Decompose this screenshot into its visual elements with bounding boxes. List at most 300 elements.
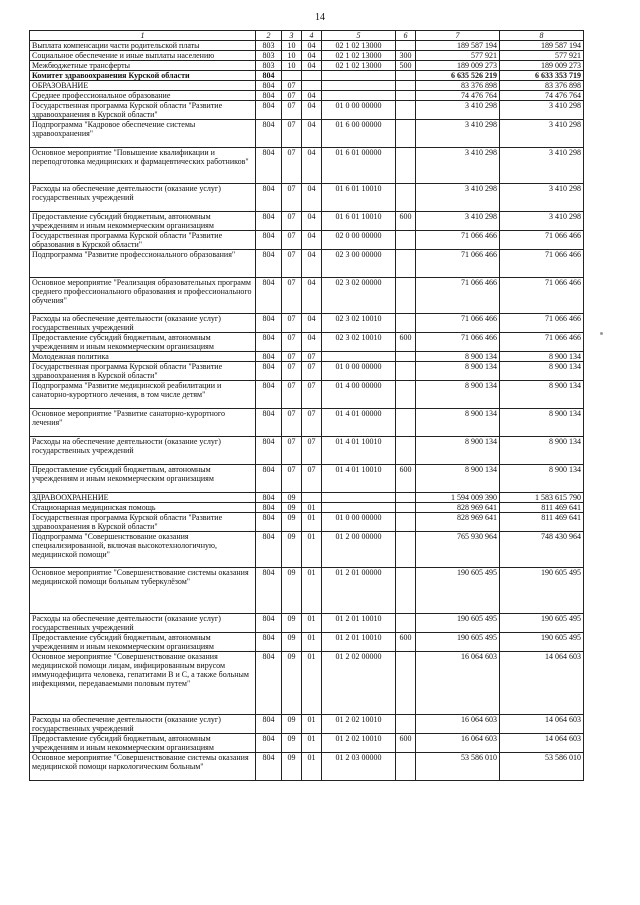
row-ved: 804 (256, 333, 282, 352)
row-vr: 500 (396, 61, 416, 71)
table-row (30, 513, 584, 532)
row-csr: 02 0 00 00000 (322, 231, 396, 250)
row-vr (396, 278, 416, 314)
row-rz: 09 (282, 503, 302, 513)
row-sum1: 190 605 495 (416, 568, 500, 614)
row-sum1: 71 066 466 (416, 314, 500, 333)
row-sum2: 8 900 134 (500, 465, 584, 493)
row-name: Подпрограмма "Развитие медицинской реабилитации и санаторно-курортного лечения, в том числе детям" (30, 381, 256, 409)
row-vr (396, 314, 416, 333)
row-name: Предоставление субсидий бюджетным, автономным учреждениям и иным некоммерческим организациям (30, 333, 256, 352)
row-name: Расходы на обеспечение деятельности (оказание услуг) государственных учреждений (30, 437, 256, 465)
row-csr: 01 2 01 10010 (322, 614, 396, 633)
row-sum1: 189 009 273 (416, 61, 500, 71)
row-csr: 01 0 00 00000 (322, 362, 396, 381)
row-sum1: 190 605 495 (416, 614, 500, 633)
row-vr (396, 568, 416, 614)
row-sum1: 189 587 194 (416, 41, 500, 51)
column-header: 3 (282, 31, 302, 41)
row-name: Основное мероприятие "Совершенствование системы оказания медицинской помощи больным туберкулёзом" (30, 568, 256, 614)
budget-table (29, 30, 584, 781)
table-row (30, 148, 584, 184)
row-sum1: 8 900 134 (416, 381, 500, 409)
table-row (30, 81, 584, 91)
row-sum1: 71 066 466 (416, 333, 500, 352)
table-row (30, 734, 584, 753)
row-pr: 01 (302, 614, 322, 633)
row-ved: 804 (256, 250, 282, 278)
row-csr (322, 493, 396, 503)
row-ved: 804 (256, 513, 282, 532)
row-vr (396, 91, 416, 101)
row-name: Основное мероприятие "Реализация образовательных программ среднего профессионального образования и профессионального обучения" (30, 278, 256, 314)
row-ved: 804 (256, 614, 282, 633)
row-csr: 02 3 02 10010 (322, 333, 396, 352)
row-pr: 07 (302, 362, 322, 381)
row-sum2: 74 476 764 (500, 91, 584, 101)
row-vr (396, 231, 416, 250)
row-sum1: 3 410 298 (416, 101, 500, 120)
table-row (30, 503, 584, 513)
scan-speck (600, 332, 603, 335)
row-ved: 804 (256, 184, 282, 212)
row-rz: 07 (282, 148, 302, 184)
row-rz: 09 (282, 753, 302, 781)
row-rz: 07 (282, 91, 302, 101)
column-header: 7 (416, 31, 500, 41)
row-csr: 02 1 02 13000 (322, 51, 396, 61)
row-pr: 01 (302, 652, 322, 715)
row-name: Предоставление субсидий бюджетным, автономным учреждениям и иным некоммерческим организациям (30, 633, 256, 652)
row-name: Подпрограмма "Развитие профессионального образования" (30, 250, 256, 278)
row-sum2: 53 586 010 (500, 753, 584, 781)
row-ved: 804 (256, 753, 282, 781)
row-name: Межбюджетные трансферты (30, 61, 256, 71)
row-rz: 07 (282, 362, 302, 381)
row-name: Основное мероприятие "Совершенствование оказания медицинской помощи лицам, инфицированным вирусом иммунодефицита человека, гепатитами В и С, а также больным инфекциями, передаваемыми половым путем" (30, 652, 256, 715)
row-pr: 01 (302, 753, 322, 781)
row-ved: 804 (256, 381, 282, 409)
row-sum2: 577 921 (500, 51, 584, 61)
row-vr (396, 81, 416, 91)
row-name: ЗДРАВООХРАНЕНИЕ (30, 493, 256, 503)
row-name: Комитет здравоохранения Курской области (30, 71, 256, 81)
row-name: Государственная программа Курской области "Развитие здравоохранения в Курской области" (30, 362, 256, 381)
row-sum2: 811 469 641 (500, 503, 584, 513)
row-rz: 07 (282, 231, 302, 250)
row-csr: 01 0 00 00000 (322, 101, 396, 120)
row-name: Предоставление субсидий бюджетным, автономным учреждениям и иным некоммерческим организациям (30, 212, 256, 231)
row-name: Расходы на обеспечение деятельности (оказание услуг) государственных учреждений (30, 314, 256, 333)
row-pr: 04 (302, 314, 322, 333)
row-csr: 01 2 02 10010 (322, 734, 396, 753)
row-vr (396, 437, 416, 465)
row-pr: 04 (302, 184, 322, 212)
row-vr: 600 (396, 333, 416, 352)
row-pr (302, 493, 322, 503)
row-sum1: 16 064 603 (416, 715, 500, 734)
column-header: 5 (322, 31, 396, 41)
row-csr: 01 4 01 10010 (322, 437, 396, 465)
table-row (30, 333, 584, 352)
table-row (30, 212, 584, 231)
row-vr (396, 148, 416, 184)
row-name: Государственная программа Курской области "Развитие здравоохранения в Курской области" (30, 513, 256, 532)
row-vr (396, 362, 416, 381)
row-sum2: 1 583 615 790 (500, 493, 584, 503)
row-sum2: 83 376 898 (500, 81, 584, 91)
table-row (30, 91, 584, 101)
row-ved: 804 (256, 231, 282, 250)
row-rz: 07 (282, 101, 302, 120)
row-sum2: 3 410 298 (500, 184, 584, 212)
row-ved: 804 (256, 493, 282, 503)
row-vr (396, 120, 416, 148)
row-name: Подпрограмма "Совершенствование оказания специализированной, включая высокотехнологичную, медицинской помощи" (30, 532, 256, 568)
row-name: Основное мероприятие "Совершенствование системы оказания медицинской помощи наркологическим больным" (30, 753, 256, 781)
row-vr: 600 (396, 734, 416, 753)
row-vr (396, 513, 416, 532)
row-ved: 804 (256, 652, 282, 715)
row-ved: 804 (256, 71, 282, 81)
row-name: Молодежная политика (30, 352, 256, 362)
table-row (30, 41, 584, 51)
row-rz: 07 (282, 81, 302, 91)
row-sum2: 811 469 641 (500, 513, 584, 532)
row-pr: 07 (302, 381, 322, 409)
row-rz: 07 (282, 120, 302, 148)
row-pr (302, 81, 322, 91)
row-pr: 04 (302, 61, 322, 71)
table-row (30, 493, 584, 503)
row-name: Среднее профессиональное образование (30, 91, 256, 101)
row-sum2: 189 009 273 (500, 61, 584, 71)
row-pr: 07 (302, 409, 322, 437)
row-sum1: 71 066 466 (416, 250, 500, 278)
row-pr: 01 (302, 715, 322, 734)
row-pr: 07 (302, 465, 322, 493)
row-rz: 07 (282, 409, 302, 437)
row-sum1: 828 969 641 (416, 503, 500, 513)
row-sum2: 8 900 134 (500, 437, 584, 465)
row-sum2: 8 900 134 (500, 362, 584, 381)
row-sum2: 748 430 964 (500, 532, 584, 568)
table-row (30, 278, 584, 314)
row-ved: 804 (256, 352, 282, 362)
row-sum2: 8 900 134 (500, 381, 584, 409)
row-name: Подпрограмма "Кадровое обеспечение системы здравоохранения" (30, 120, 256, 148)
table-row (30, 532, 584, 568)
row-vr (396, 250, 416, 278)
row-sum2: 3 410 298 (500, 120, 584, 148)
row-rz: 07 (282, 212, 302, 231)
row-sum1: 16 064 603 (416, 734, 500, 753)
page-number: 14 (315, 12, 325, 23)
row-ved: 804 (256, 91, 282, 101)
row-sum1: 8 900 134 (416, 409, 500, 437)
row-rz: 10 (282, 61, 302, 71)
row-pr: 04 (302, 212, 322, 231)
row-vr (396, 71, 416, 81)
row-rz: 07 (282, 333, 302, 352)
row-sum2: 3 410 298 (500, 212, 584, 231)
row-csr: 01 6 01 10010 (322, 184, 396, 212)
row-rz: 09 (282, 652, 302, 715)
row-sum1: 53 586 010 (416, 753, 500, 781)
row-name: Стационарная медицинская помощь (30, 503, 256, 513)
row-name: Предоставление субсидий бюджетным, автономным учреждениям и иным некоммерческим организациям (30, 465, 256, 493)
row-ved: 804 (256, 437, 282, 465)
row-ved: 804 (256, 568, 282, 614)
row-rz: 10 (282, 41, 302, 51)
row-pr: 04 (302, 51, 322, 61)
row-sum2: 71 066 466 (500, 333, 584, 352)
row-vr (396, 101, 416, 120)
row-rz: 10 (282, 51, 302, 61)
table-row (30, 71, 584, 81)
row-sum1: 6 635 526 219 (416, 71, 500, 81)
row-sum1: 8 900 134 (416, 437, 500, 465)
row-pr: 07 (302, 352, 322, 362)
row-vr (396, 614, 416, 633)
row-csr: 01 2 01 10010 (322, 633, 396, 652)
row-csr (322, 352, 396, 362)
row-csr: 01 6 01 00000 (322, 148, 396, 184)
row-csr: 01 0 00 00000 (322, 513, 396, 532)
table-row (30, 715, 584, 734)
row-ved: 803 (256, 41, 282, 51)
row-pr: 07 (302, 437, 322, 465)
row-pr: 01 (302, 513, 322, 532)
row-sum1: 16 064 603 (416, 652, 500, 715)
row-pr: 04 (302, 250, 322, 278)
row-csr: 01 6 00 00000 (322, 120, 396, 148)
row-sum2: 190 605 495 (500, 568, 584, 614)
row-rz: 09 (282, 633, 302, 652)
row-ved: 804 (256, 148, 282, 184)
table-row (30, 250, 584, 278)
row-sum1: 83 376 898 (416, 81, 500, 91)
row-pr: 04 (302, 120, 322, 148)
row-sum2: 14 064 603 (500, 715, 584, 734)
row-csr: 02 3 02 00000 (322, 278, 396, 314)
column-number-row (30, 31, 584, 41)
row-sum1: 828 969 641 (416, 513, 500, 532)
row-name: Основное мероприятие "Развитие санаторно-курортного лечения" (30, 409, 256, 437)
row-rz: 09 (282, 734, 302, 753)
row-pr: 01 (302, 633, 322, 652)
row-ved: 804 (256, 120, 282, 148)
row-ved: 803 (256, 51, 282, 61)
row-pr: 01 (302, 734, 322, 753)
row-sum2: 71 066 466 (500, 250, 584, 278)
row-csr: 02 3 02 10010 (322, 314, 396, 333)
row-pr: 04 (302, 148, 322, 184)
row-name: Государственная программа Курской области "Развитие образования в Курской области" (30, 231, 256, 250)
row-sum1: 3 410 298 (416, 184, 500, 212)
row-name: Предоставление субсидий бюджетным, автономным учреждениям и иным некоммерческим организациям (30, 734, 256, 753)
table-row (30, 51, 584, 61)
row-name: Выплата компенсации части родительской платы (30, 41, 256, 51)
row-rz (282, 71, 302, 81)
row-sum1: 8 900 134 (416, 362, 500, 381)
row-sum2: 189 587 194 (500, 41, 584, 51)
row-vr: 600 (396, 465, 416, 493)
row-pr (302, 71, 322, 81)
row-vr: 600 (396, 633, 416, 652)
row-rz: 07 (282, 250, 302, 278)
row-ved: 804 (256, 314, 282, 333)
row-name: ОБРАЗОВАНИЕ (30, 81, 256, 91)
table-row (30, 633, 584, 652)
row-sum2: 14 064 603 (500, 652, 584, 715)
row-ved: 804 (256, 503, 282, 513)
row-sum2: 71 066 466 (500, 314, 584, 333)
table-row (30, 352, 584, 362)
row-csr: 01 2 00 00000 (322, 532, 396, 568)
table-row (30, 101, 584, 120)
row-csr: 02 1 02 13000 (322, 41, 396, 51)
row-csr (322, 503, 396, 513)
row-ved: 804 (256, 715, 282, 734)
row-sum1: 8 900 134 (416, 352, 500, 362)
row-sum2: 71 066 466 (500, 278, 584, 314)
table-row (30, 381, 584, 409)
row-name: Государственная программа Курской области "Развитие здравоохранения в Курской области" (30, 101, 256, 120)
row-sum1: 71 066 466 (416, 278, 500, 314)
row-vr (396, 652, 416, 715)
row-csr (322, 71, 396, 81)
row-csr: 01 4 00 00000 (322, 381, 396, 409)
row-pr: 04 (302, 91, 322, 101)
table-row (30, 409, 584, 437)
row-sum1: 3 410 298 (416, 148, 500, 184)
row-sum2: 14 064 603 (500, 734, 584, 753)
table-row (30, 437, 584, 465)
row-name: Социальное обеспечение и иные выплаты населению (30, 51, 256, 61)
row-sum2: 3 410 298 (500, 101, 584, 120)
row-rz: 07 (282, 314, 302, 333)
row-rz: 07 (282, 381, 302, 409)
row-csr: 01 2 02 10010 (322, 715, 396, 734)
row-csr: 01 6 01 10010 (322, 212, 396, 231)
row-sum2: 8 900 134 (500, 409, 584, 437)
row-vr (396, 381, 416, 409)
column-header: 4 (302, 31, 322, 41)
row-csr: 02 1 02 13000 (322, 61, 396, 71)
row-name: Основное мероприятие "Повышение квалификации и переподготовка медицинских и фармацевтических работников" (30, 148, 256, 184)
row-ved: 804 (256, 532, 282, 568)
row-ved: 804 (256, 212, 282, 231)
row-name: Расходы на обеспечение деятельности (оказание услуг) государственных учреждений (30, 715, 256, 734)
row-ved: 804 (256, 633, 282, 652)
row-rz: 09 (282, 513, 302, 532)
row-csr: 01 2 01 00000 (322, 568, 396, 614)
row-csr (322, 81, 396, 91)
row-rz: 07 (282, 465, 302, 493)
row-sum1: 74 476 764 (416, 91, 500, 101)
table-row (30, 362, 584, 381)
row-vr (396, 715, 416, 734)
row-rz: 09 (282, 715, 302, 734)
row-sum2: 190 605 495 (500, 633, 584, 652)
row-vr (396, 184, 416, 212)
row-ved: 804 (256, 81, 282, 91)
row-vr (396, 532, 416, 568)
row-vr: 300 (396, 51, 416, 61)
table-row (30, 231, 584, 250)
row-vr: 600 (396, 212, 416, 231)
row-sum1: 1 594 009 390 (416, 493, 500, 503)
column-header: 2 (256, 31, 282, 41)
row-rz: 07 (282, 352, 302, 362)
row-pr: 01 (302, 532, 322, 568)
row-pr: 04 (302, 333, 322, 352)
row-sum1: 765 930 964 (416, 532, 500, 568)
row-ved: 804 (256, 362, 282, 381)
row-rz: 09 (282, 532, 302, 568)
row-ved: 804 (256, 101, 282, 120)
row-csr: 01 2 03 00000 (322, 753, 396, 781)
row-sum1: 8 900 134 (416, 465, 500, 493)
row-sum2: 8 900 134 (500, 352, 584, 362)
table-row (30, 614, 584, 633)
row-ved: 804 (256, 409, 282, 437)
row-ved: 803 (256, 61, 282, 71)
table-row (30, 652, 584, 715)
column-header: 8 (500, 31, 584, 41)
table-row (30, 184, 584, 212)
column-header: 6 (396, 31, 416, 41)
row-sum2: 6 633 353 719 (500, 71, 584, 81)
row-rz: 07 (282, 278, 302, 314)
table-row (30, 753, 584, 781)
table-row (30, 465, 584, 493)
row-ved: 804 (256, 278, 282, 314)
row-sum1: 577 921 (416, 51, 500, 61)
row-rz: 07 (282, 437, 302, 465)
row-csr: 01 2 02 00000 (322, 652, 396, 715)
row-rz: 09 (282, 568, 302, 614)
row-name: Расходы на обеспечение деятельности (оказание услуг) государственных учреждений (30, 184, 256, 212)
row-pr: 01 (302, 568, 322, 614)
row-name: Расходы на обеспечение деятельности (оказание услуг) государственных учреждений (30, 614, 256, 633)
row-ved: 804 (256, 734, 282, 753)
row-rz: 07 (282, 184, 302, 212)
row-vr (396, 352, 416, 362)
row-ved: 804 (256, 465, 282, 493)
column-header: 1 (30, 31, 256, 41)
row-sum1: 3 410 298 (416, 120, 500, 148)
row-sum1: 190 605 495 (416, 633, 500, 652)
row-pr: 04 (302, 231, 322, 250)
row-pr: 04 (302, 278, 322, 314)
row-vr (396, 503, 416, 513)
row-vr (396, 753, 416, 781)
row-csr: 02 3 00 00000 (322, 250, 396, 278)
row-pr: 01 (302, 503, 322, 513)
row-rz: 09 (282, 614, 302, 633)
row-pr: 04 (302, 101, 322, 120)
row-vr (396, 493, 416, 503)
row-csr: 01 4 01 00000 (322, 409, 396, 437)
table-row (30, 120, 584, 148)
row-sum2: 3 410 298 (500, 148, 584, 184)
table-row (30, 314, 584, 333)
row-vr (396, 409, 416, 437)
row-rz: 09 (282, 493, 302, 503)
row-sum2: 71 066 466 (500, 231, 584, 250)
